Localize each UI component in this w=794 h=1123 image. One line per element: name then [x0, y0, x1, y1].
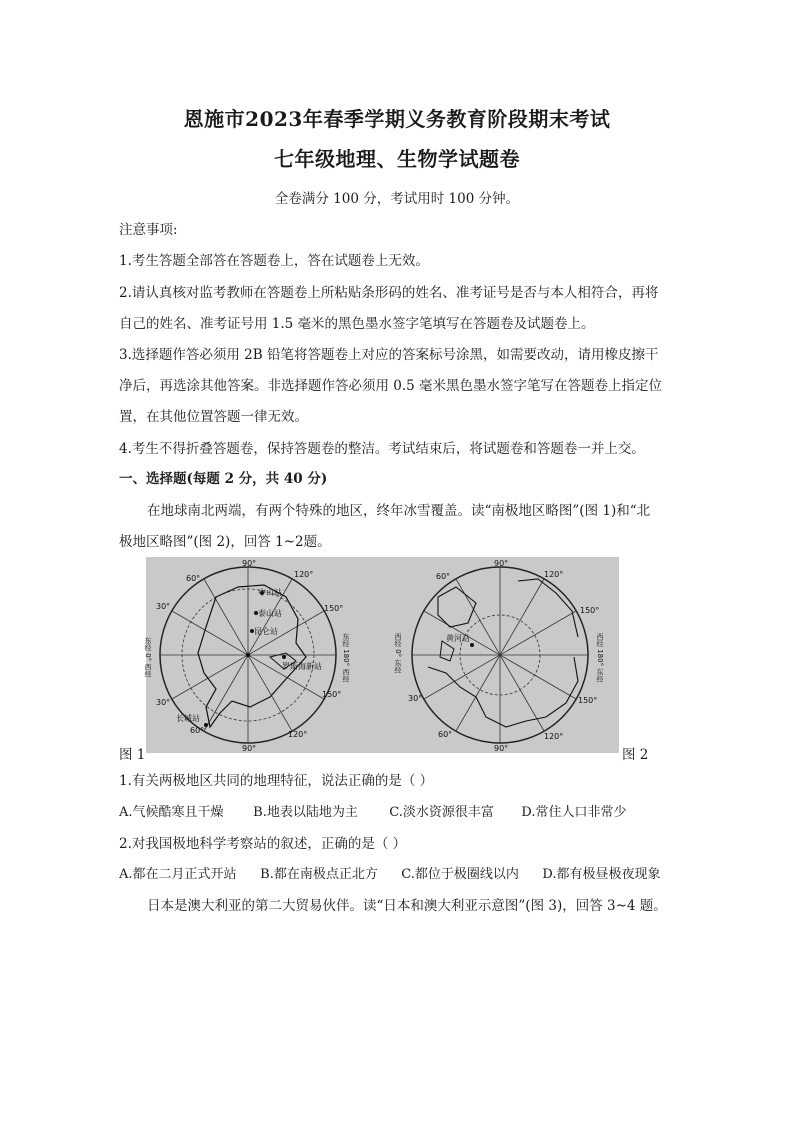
note-line: 1.考生答题全部答在答题卷上，答在试题卷上无效。: [119, 253, 429, 269]
note-line: 2.请认真核对监考教师在答题卷上所粘贴条形码的姓名、准考证号是否与本人相符合，再将: [119, 285, 659, 301]
fig1-label-west: 东经 0° 西经: [144, 637, 152, 678]
question-1-stem: 1.有关两极地区共同的地理特征，说法正确的是（ ）: [119, 773, 434, 789]
note-line: 置，在其他位置答题一律无效。: [119, 409, 308, 425]
option-a[interactable]: A.气候酷寒且干燥: [119, 805, 224, 820]
figure-2-caption: 图 2: [622, 747, 649, 763]
note-line: 3.选择题作答必须用 2B 铅笔将答题卷上对应的答案标号涂黑，如需要改动，请用橡皮擦干: [119, 347, 659, 363]
note-line: 自己的姓名、准考证号用 1.5 毫米的黑色墨水签字笔填写在答题卷及试题卷上。: [119, 316, 595, 332]
fig1-station-ross: 罗斯海新站: [282, 662, 322, 671]
antarctic-map: [144, 559, 350, 753]
fig2-label-150-top: 150°: [580, 606, 600, 615]
option-d[interactable]: D.常住人口非常少: [521, 805, 627, 820]
fig1-label-150-bottom: 150°: [322, 690, 342, 699]
option-a[interactable]: A.都在二月正式开站: [119, 867, 237, 882]
option-d[interactable]: D.都有极昼极夜现象: [542, 867, 661, 882]
fig1-label-30-bottom: 30°: [156, 698, 171, 707]
fig2-label-east: 西经 180° 东经: [596, 633, 604, 683]
fig2-label-150-bottom: 150°: [578, 696, 598, 705]
option-b[interactable]: B.都在南极点正北方: [260, 867, 378, 882]
fig1-label-bottom: 90°: [242, 744, 257, 753]
question-intro: 在地球南北两端，有两个特殊的地区，终年冰雪覆盖。读“南极地区略图”(图 1)和“北: [147, 503, 651, 519]
fig1-label-top: 90°: [242, 559, 257, 568]
question-2-stem: 2.对我国极地科学考察站的叙述，正确的是（ ）: [119, 836, 407, 852]
exam-score-time: 全卷满分 100 分，考试用时 100 分钟。: [274, 191, 520, 207]
option-c[interactable]: C.淡水资源很丰富: [389, 805, 494, 820]
fig1-label-120-top: 120°: [294, 570, 314, 579]
fig1-label-60-top: 60°: [186, 574, 201, 583]
fig2-label-120-top: 120°: [544, 570, 564, 579]
question-intro: 极地区略图”(图 2)，回答 1~2题。: [119, 534, 331, 550]
polar-maps-image: [146, 557, 619, 753]
fig2-label-120-bottom: 120°: [544, 732, 564, 741]
fig1-label-60-bottom: 60°: [190, 726, 205, 735]
fig1-label-150-top: 150°: [324, 604, 344, 613]
note-line: 4.考生不得折叠答题卷，保持答题卷的整洁。考试结束后，将试题卷和答题卷一并上交。: [119, 441, 645, 457]
section-heading: 一、选择题(每题 2 分，共 40 分): [119, 471, 328, 487]
option-b[interactable]: B.地表以陆地为主: [253, 805, 358, 820]
exam-subject-title: 七年级地理、生物学试题卷: [274, 147, 520, 171]
fig2-label-bottom: 90°: [494, 744, 509, 753]
fig1-label-120-bottom: 120°: [288, 730, 308, 739]
question-1-options: [119, 801, 689, 820]
fig2-label-west: 西经 0° 东经: [394, 633, 402, 674]
fig2-label-top: 90°: [494, 559, 509, 568]
option-c[interactable]: C.都位于极圈线以内: [401, 867, 519, 882]
polar-maps-svg: [146, 557, 619, 753]
notes-heading: 注意事项:: [119, 222, 178, 238]
fig1-label-east: 东经 180° 西经: [342, 633, 350, 683]
note-line: 净后，再选涂其他答案。非选择题作答必须用 0.5 毫米黑色墨水签字笔写在答题卷上指定位: [119, 378, 663, 394]
fig1-station-zhongshan: 中山站: [258, 588, 282, 597]
fig1-station-kunlun: 昆仑站: [254, 627, 278, 636]
fig2-label-30-bottom: 30°: [408, 694, 423, 703]
exam-title: 恩施市2023年春季学期义务教育阶段期末考试: [183, 107, 611, 131]
question-intro-3-4: 日本是澳大利亚的第二大贸易伙伴。读“日本和澳大利亚示意图”(图 3)，回答 3~4 题。: [147, 898, 667, 914]
figure-1-caption: 图 1: [119, 747, 146, 763]
fig2-station-huanghe: 黄河站: [446, 634, 470, 643]
fig2-label-60-top: 60°: [436, 572, 451, 581]
fig1-label-30-top: 30°: [156, 602, 171, 611]
fig1-station-great-wall: 长城站: [176, 714, 200, 723]
question-2-options: [119, 863, 689, 882]
arctic-map: [394, 559, 604, 753]
fig1-station-taishan: 泰山站: [258, 609, 282, 618]
fig2-label-60-bottom: 60°: [438, 730, 453, 739]
